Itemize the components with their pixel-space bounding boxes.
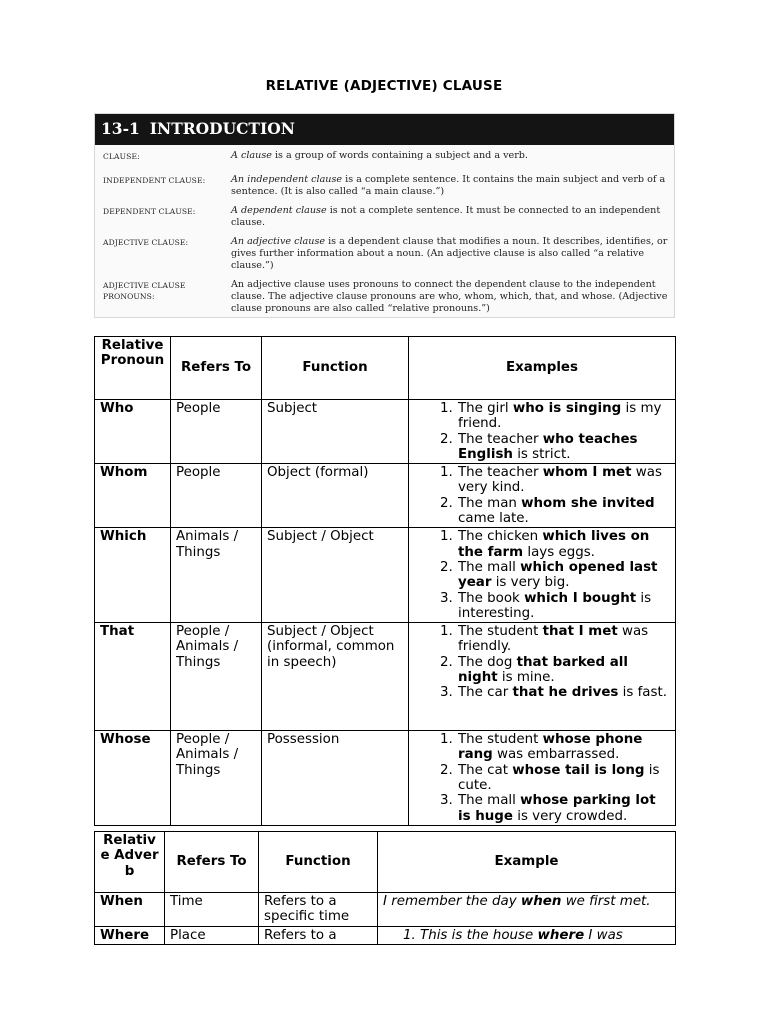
refers-to: People	[171, 400, 262, 464]
examples	[409, 731, 676, 826]
relative-pronoun-table	[94, 336, 676, 826]
example	[378, 926, 676, 944]
list-number: 1.	[440, 732, 453, 748]
highlighted-clause: whose tail is long	[512, 762, 645, 778]
highlighted-clause: whose parking lot is huge	[458, 793, 656, 824]
example-text: The teacher	[458, 465, 543, 481]
examples	[409, 464, 676, 528]
function: Refers to a specific time	[259, 893, 378, 927]
header-examples: Examples	[409, 337, 676, 400]
definition-term: CLAUSE:	[103, 152, 140, 161]
definition-lead: An adjective clause	[231, 236, 326, 247]
definition-lead: A dependent clause	[231, 205, 327, 216]
examples	[409, 623, 676, 731]
highlighted-clause: which lives on the farm	[458, 529, 650, 560]
highlighted-clause: that barked all night	[458, 654, 628, 686]
table-row	[95, 400, 676, 464]
function: Subject	[262, 400, 409, 464]
list-number: 2.	[440, 762, 453, 778]
example-text: is strict.	[512, 446, 571, 462]
refers-to: People	[171, 464, 262, 528]
list-item	[414, 496, 670, 527]
example-list	[414, 732, 670, 824]
list-number: 2.	[440, 431, 453, 447]
highlighted-clause: who teaches English	[458, 431, 638, 462]
function: Subject / Object	[262, 528, 409, 623]
definition-body: is a group of words containing a subject and a verb.	[271, 150, 528, 161]
example-text: The mall	[458, 793, 521, 809]
definition-term: DEPENDENT CLAUSE:	[103, 207, 196, 216]
list-item	[414, 465, 670, 496]
function: Refers to a	[259, 926, 378, 944]
relative-pronoun: That	[95, 623, 171, 731]
example-text: The car	[458, 685, 513, 701]
example-text: The mall	[458, 559, 521, 575]
example-text: is very big.	[491, 575, 570, 591]
example-text: lays eggs.	[523, 544, 595, 560]
example	[378, 893, 676, 927]
refers-to: People / Animals / Things	[171, 623, 262, 731]
example-text: The student	[458, 732, 543, 748]
definition-text	[231, 236, 671, 272]
example-list	[414, 529, 670, 621]
header-relative-pronoun: Relative Pronoun	[95, 337, 171, 400]
table-row	[95, 623, 676, 731]
definition-term: ADJECTIVE CLAUSE:	[103, 238, 189, 247]
page-title: RELATIVE (ADJECTIVE) CLAUSE	[265, 78, 503, 94]
definition-body: An adjective clause uses pronouns to connect the dependent clause to the independent clause. The adjective clause pronouns are who, whom, which, that, and whose. (Adjective clause pronouns are also called “relative pronouns.”)	[231, 279, 668, 314]
list-item	[414, 624, 670, 655]
list-item	[414, 432, 670, 463]
list-number: 3.	[440, 793, 453, 809]
table-row	[95, 731, 676, 826]
relative-pronoun: Who	[95, 400, 171, 464]
list-number: 2.	[440, 654, 453, 670]
example-text: I remember the day	[383, 894, 521, 909]
header-refers-to: Refers To	[171, 337, 262, 400]
relative-adverb: When	[95, 893, 165, 927]
example-text: is mine.	[497, 670, 555, 686]
list-number: 1.	[440, 401, 453, 416]
function: Subject / Object (informal, common in speech)	[262, 623, 409, 731]
definition-body: is not a complete sentence. It must be connected to an independent clause.	[231, 205, 661, 228]
example-sentence	[383, 894, 651, 909]
list-item	[414, 401, 670, 432]
list-number: 1.	[440, 624, 453, 640]
refers-to: People / Animals / Things	[171, 731, 262, 826]
relative-adverb-table	[94, 831, 676, 945]
example-text: 1. This is the house	[403, 927, 538, 943]
list-item	[414, 655, 670, 686]
example-text: I was	[584, 927, 623, 943]
definition-text	[231, 279, 671, 315]
example-text: The teacher	[458, 431, 543, 447]
example-text: is my friend.	[458, 401, 662, 432]
header-function: Function	[262, 337, 409, 400]
highlighted-clause: where	[537, 927, 585, 943]
example-sentence	[383, 928, 623, 943]
intro-number: 13-1	[101, 119, 140, 138]
example-list	[414, 465, 670, 526]
example-text: The dog	[458, 654, 517, 670]
definition-term: INDEPENDENT CLAUSE:	[103, 176, 206, 185]
function: Possession	[262, 731, 409, 826]
list-number: 1.	[440, 465, 453, 481]
list-item	[414, 560, 670, 591]
list-number: 2.	[440, 495, 453, 511]
example-list	[414, 624, 670, 700]
refers-to: Place	[165, 926, 259, 944]
table-row	[95, 464, 676, 528]
list-number: 1.	[440, 529, 453, 545]
list-item	[414, 685, 670, 700]
definition-body: is a dependent clause that modifies a noun. It describes, identifies, or gives further information about a noun. (An adjective clause is also called “a relative clause.”)	[231, 236, 668, 271]
list-item	[414, 763, 670, 794]
example-text: is very crowded.	[512, 808, 628, 824]
example-text: is fast.	[618, 685, 667, 701]
relative-pronoun: Whom	[95, 464, 171, 528]
examples	[409, 528, 676, 623]
example-text: is cute.	[458, 762, 660, 794]
list-number: 3.	[440, 590, 453, 606]
list-number: 2.	[440, 559, 453, 575]
function: Object (formal)	[262, 464, 409, 528]
refers-to: Time	[165, 893, 259, 927]
introduction-figure	[94, 113, 675, 318]
example-text: The cat	[458, 762, 513, 778]
highlighted-clause: whose phone rang	[458, 732, 643, 763]
example-text: The student	[458, 624, 543, 640]
definition-lead: An independent clause	[231, 174, 343, 185]
definition-term: ADJECTIVE CLAUSE PRONOUNS:	[103, 281, 186, 301]
example-text: The girl	[458, 401, 513, 416]
refers-to: Animals / Things	[171, 528, 262, 623]
definition-text	[231, 150, 671, 162]
highlighted-clause: which opened last year	[458, 559, 658, 591]
example-list	[414, 401, 670, 462]
highlighted-clause: who is singing	[512, 401, 622, 416]
highlighted-clause: that he drives	[512, 685, 619, 701]
example-text: we first met.	[561, 894, 651, 909]
list-item	[414, 529, 670, 560]
definition-lead: A clause	[231, 150, 272, 161]
example-text: The man	[458, 495, 522, 511]
definition-text	[231, 174, 671, 198]
example-text: was embarrassed.	[492, 747, 620, 763]
relative-pronoun: Which	[95, 528, 171, 623]
highlighted-clause: when	[520, 894, 562, 909]
highlighted-clause: whom she invited	[521, 495, 655, 511]
example-text: was friendly.	[458, 624, 649, 655]
definition-body: is a complete sentence. It contains the main subject and verb of a sentence. (It is also called “a main clause.”)	[231, 174, 666, 197]
list-item	[414, 793, 670, 824]
intro-header	[95, 114, 674, 145]
header-refers-to: Refers To	[165, 832, 259, 893]
list-item	[414, 591, 670, 622]
header-example: Example	[378, 832, 676, 893]
highlighted-clause: which I bought	[524, 590, 637, 606]
example-text: is interesting.	[458, 590, 652, 621]
example-text: was very kind.	[458, 465, 662, 496]
intro-heading: INTRODUCTION	[149, 119, 295, 138]
highlighted-clause: whom I met	[542, 465, 632, 481]
relative-adverb: Where	[95, 926, 165, 944]
highlighted-clause: that I met	[542, 624, 618, 640]
example-text: The book	[458, 590, 525, 606]
header-function: Function	[259, 832, 378, 893]
examples	[409, 400, 676, 464]
example-text: The chicken	[458, 529, 543, 545]
relative-pronoun: Whose	[95, 731, 171, 826]
table-row	[95, 893, 676, 927]
definition-text	[231, 205, 671, 229]
table-row	[95, 528, 676, 623]
table-row	[95, 926, 676, 944]
list-item	[414, 732, 670, 763]
header-relative-adverb: Relative Adverb	[95, 832, 165, 893]
example-text: came late.	[458, 511, 529, 527]
list-number: 3.	[440, 685, 453, 701]
